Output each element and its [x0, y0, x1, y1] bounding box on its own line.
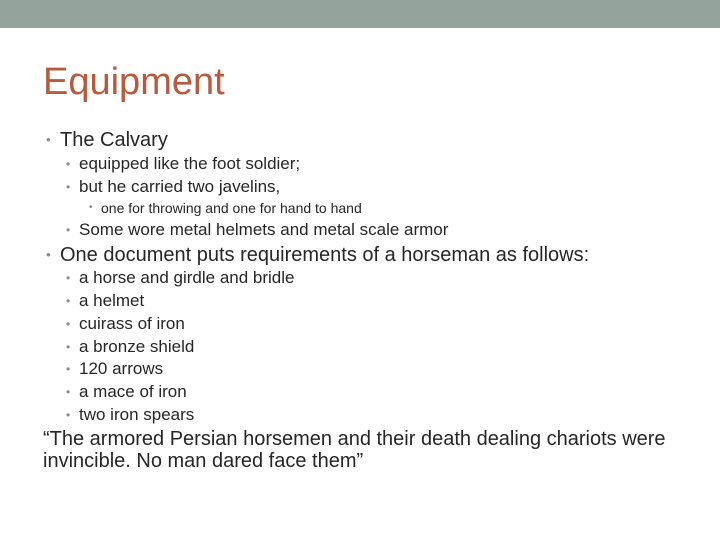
bullet-dot: •	[66, 385, 71, 399]
bullet-dot: •	[66, 362, 71, 376]
bullet-dot: •	[89, 202, 93, 213]
bullet-document	[46, 243, 590, 267]
bullet-dot: •	[66, 157, 71, 171]
closing-quote: “The armored Persian horsemen and their death dealing chariots were invincible. No man dared face them”	[43, 428, 666, 472]
bullet-text: The Calvary	[60, 129, 168, 151]
bullet-dot: •	[66, 294, 71, 308]
bullet-dot: •	[66, 408, 71, 422]
sub-sub-bullet-text: one for throwing and one for hand to hand	[101, 200, 362, 216]
sub-bullet-text: cuirass of iron	[79, 314, 185, 333]
bullet-dot: •	[66, 223, 71, 237]
sub-bullet	[66, 267, 295, 289]
bullet-dot: •	[66, 180, 71, 194]
bullet-dot: •	[66, 271, 71, 285]
bullet-dot: •	[46, 247, 51, 262]
sub-bullet	[66, 381, 187, 403]
sub-bullet-text: 120 arrows	[79, 359, 164, 378]
sub-bullet-text: Some wore metal helmets and metal scale armor	[79, 220, 449, 239]
sub-sub-bullet	[89, 199, 362, 217]
bullet-text: One document puts requirements of a horseman as follows:	[60, 244, 590, 266]
sub-bullet-text: a bronze shield	[79, 337, 195, 356]
sub-bullet	[66, 219, 449, 241]
sub-bullet	[66, 153, 301, 175]
slide-title: Equipment	[43, 61, 225, 103]
sub-bullet-text: but he carried two javelins,	[79, 177, 281, 196]
bullet-dot: •	[66, 340, 71, 354]
sub-bullet	[66, 176, 281, 198]
sub-bullet	[66, 336, 195, 358]
sub-bullet	[66, 404, 195, 426]
sub-bullet	[66, 290, 145, 312]
sub-bullet-text: a helmet	[79, 291, 145, 310]
sub-bullet	[66, 313, 185, 335]
bullet-calvary	[46, 128, 168, 152]
bullet-dot: •	[66, 317, 71, 331]
sub-bullet-text: equipped like the foot soldier;	[79, 154, 301, 173]
sub-bullet-text: a horse and girdle and bridle	[79, 268, 295, 287]
sub-bullet-text: two iron spears	[79, 405, 195, 424]
sub-bullet	[66, 358, 164, 380]
bullet-dot: •	[46, 132, 51, 147]
sub-bullet-text: a mace of iron	[79, 382, 187, 401]
